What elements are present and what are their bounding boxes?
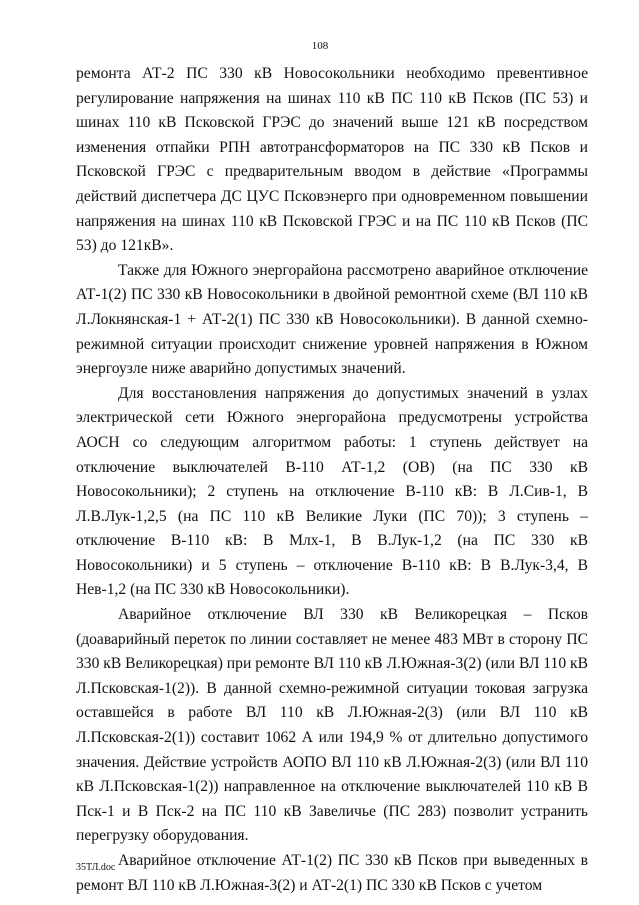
document-body	[76, 62, 588, 898]
paragraph-continuation: ремонта АТ-2 ПС 330 кВ Новосокольники необходимо превентивное регулирование напряжения на шинах 110 кВ ПС 110 кВ Псков (ПС 53) и шинах 110 кВ Псковской ГРЭС до значений выше 121 кВ посредством изменения отпайки РПН автотрансформаторов на ПС 330 кВ Псков и Псковской ГРЭС с предварительным вводом в действие «Программы действий диспетчера ДС ЦУС Псковэнерго при одновременном повышении напряжения на шинах 110 кВ Псковской ГРЭС и на ПС 110 кВ Псков (ПС 53) до 121кВ».	[76, 65, 588, 255]
paragraph: Для восстановления напряжения до допустимых значений в узлах электрической сети Южного энергорайона предусмотрены устройства АОСН со следующим алгоритмом работы: 1 ступень действует на отключение выключателей В-110 АТ-1,2 (ОВ) (на ПС 330 кВ Новосокольники); 2 ступень на отключение В-110 кВ: В Л.Сив-1, В Л.В.Лук-1,2,5 (на ПС 110 кВ Великие Луки (ПС 70)); 3 ступень – отключение В-110 кВ: В Млх-1, В В.Лук-1,2 (на ПС 330 кВ Новосокольники) и 5 ступень – отключение В-110 кВ: В В.Лук-3,4, В Нев-1,2 (на ПС 330 кВ Новосокольники).	[76, 384, 588, 599]
page-number: 108	[311, 40, 329, 52]
paragraph: Аварийное отключение АТ-1(2) ПС 330 кВ Псков при выведенных в ремонт ВЛ 110 кВ Л.Южная-3(2) и АТ-2(1) ПС 330 кВ Псков с учетом	[76, 852, 588, 894]
footer-filename: 35ТЛ.doc	[76, 862, 116, 873]
paragraph: Аварийное отключение ВЛ 330 кВ Великорецкая – Псков (доаварийный переток по линии составляет не менее 483 МВт в сторону ПС 330 кВ Великорецкая) при ремонте ВЛ 110 кВ Л.Южная-3(2) (или ВЛ 110 кВ Л.Псковская-1(2)). В данной схемно-режимной ситуации токовая загрузка оставшейся в работе ВЛ 110 кВ Л.Южная-2(3) (или ВЛ 110 кВ Л.Псковская-2(1)) составит 1062 А или 194,9 % от длительно допустимого значения. Действие устройств АОПО ВЛ 110 кВ Л.Южная-2(3) (или ВЛ 110 кВ Л.Псковская-1(2)) направленное на отключение выключателей 110 кВ В Пск-1 и В Пск-2 на ПС 110 кВ Завеличье (ПС 283) позволит устранить перегрузку оборудования.	[76, 606, 588, 845]
paragraph: Также для Южного энергорайона рассмотрено аварийное отключение АТ-1(2) ПС 330 кВ Новосокольники в двойной ремонтной схеме (ВЛ 110 кВ Л.Локнянская-1 + АТ-2(1) ПС 330 кВ Новосокольники). В данной схемно-режимной ситуации происходит снижение уровней напряжения в Южном энергоузле ниже аварийно допустимых значений.	[76, 261, 588, 378]
